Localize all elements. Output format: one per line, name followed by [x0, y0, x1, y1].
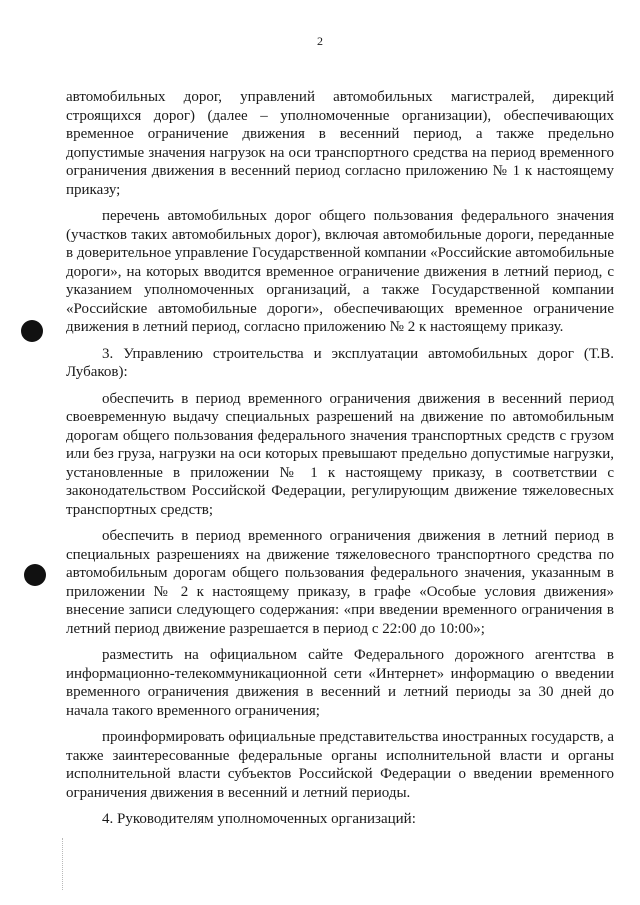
document-body [66, 88, 614, 837]
paragraph-section-3-heading: 3. Управлению строительства и эксплуатации автомобильных дорог (Т.В. Лубаков): [66, 345, 614, 380]
scan-artifact [62, 838, 64, 890]
page-number: 2 [317, 34, 323, 48]
paragraph-section-4-heading: 4. Руководителям уполномоченных организаций: [102, 811, 416, 827]
paragraph-continuation: автомобильных дорог, управлений автомобильных магистралей, дирекций строящихся дорог) (далее – уполномоченные организации), обеспечивающих временное ограничение движения в весенний период, а также предельно допустимые значения нагрузок на оси транспортного средства на период временного ограничения движения в весенний период согласно приложению № 1 к настоящему приказу; [66, 89, 614, 198]
punch-hole-mark [24, 564, 46, 586]
paragraph-website-notice: разместить на официальном сайте Федерального дорожного агентства в информационно-телекоммуникационной сети «Интернет» информацию о введении временного ограничения движения в весенний и летний периоды за 30 дней до начала такого временного ограничения; [66, 647, 614, 719]
punch-hole-mark [21, 320, 43, 342]
paragraph-spring-permits: обеспечить в период временного ограничения движения в весенний период своевременную выдачу специальных разрешений на движение по автомобильным дорогам общего пользования федерального значения транспортных средств с грузом или без груза, нагрузки на оси которых превышают предельно допустимые нагрузки, установленные в приложении № 1 к настоящему приказу, в соответствии с законодательством Российской Федерации, регулирующим движение тяжеловесных транспортных средств; [66, 390, 614, 518]
paragraph-inform-authorities: проинформировать официальные представительства иностранных государств, а также заинтересованные федеральные органы исполнительной власти и органы исполнительной власти субъектов Российской Федерации о введении временного ограничения движения в весенний и летний периоды. [66, 729, 614, 801]
paragraph-road-list: перечень автомобильных дорог общего пользования федерального значения (участков таких автомобильных дорог), включая автомобильные дороги, переданные в доверительное управление Государственной компании «Российские автомобильные дороги», на которых вводится временное ограничение движения в летний период, с указанием уполномоченных организаций, а также Государственной компании «Российские автомобильные дороги», обеспечивающих временное ограничение движения в летний период, согласно приложению № 2 к настоящему приказу. [66, 208, 614, 335]
paragraph-summer-permits: обеспечить в период временного ограничения движения в летний период в специальных разрешениях на движение тяжеловесного транспортного средства по автомобильным дорогам общего пользования федерального значения, указанным в приложении № 2 к настоящему приказу, в графе «Особые условия движения» внесение записи следующего содержания: «при введении временного ограничения в летний период движение разрешается в период с 22:00 до 10:00»; [66, 528, 614, 637]
